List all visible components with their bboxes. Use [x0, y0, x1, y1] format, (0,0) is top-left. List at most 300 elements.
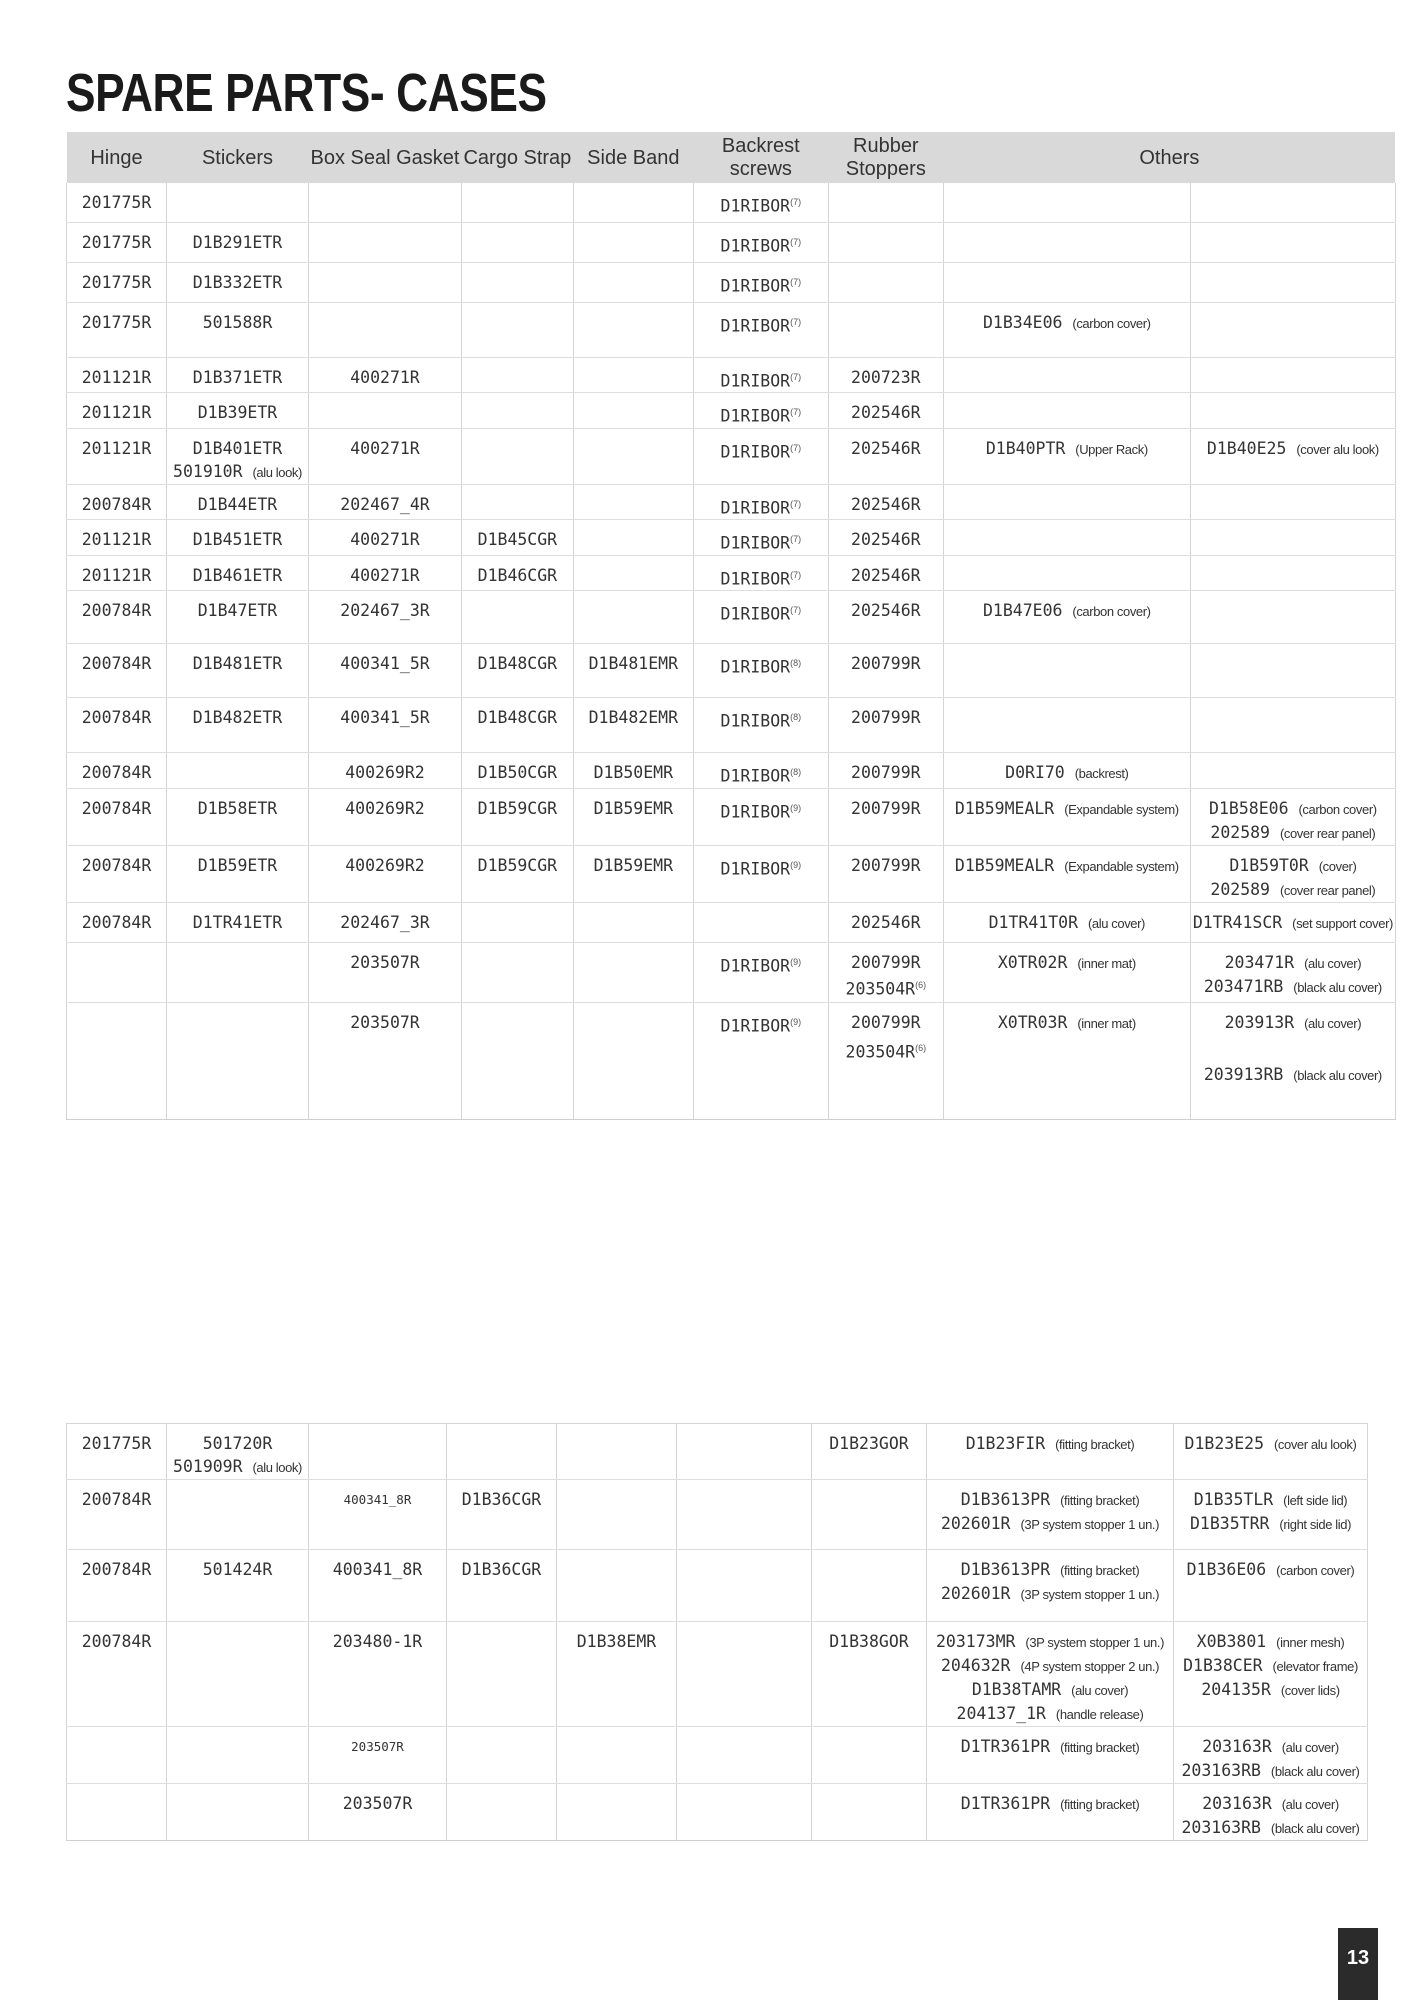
other-part-line [929, 1792, 1171, 1816]
other-part-code: 204137_1R [956, 1704, 1046, 1723]
sticker-alt-line [169, 460, 306, 484]
hinge-code: 201775R [81, 1434, 152, 1453]
cell-hinge [67, 1550, 167, 1622]
backrest-code: D1RIBOR [720, 1016, 791, 1035]
other-part-note: (inner mat) [1077, 1015, 1136, 1031]
rubber-code: 202546R [851, 438, 921, 458]
backrest-footnote: (9) [790, 802, 802, 813]
rubber-code: 200799R [851, 654, 921, 673]
other-part-line [946, 854, 1188, 878]
gasket-line [311, 1792, 444, 1815]
sticker-code: D1B481ETR [192, 654, 283, 673]
strap-code: D1B48CGR [477, 708, 558, 727]
gasket-code: 400341_8R [343, 1492, 412, 1507]
cell-stickers [167, 644, 309, 698]
cell-hinge [67, 845, 167, 902]
other-part-code: D1B40PTR [985, 438, 1066, 458]
gasket-code: 202467_4R [340, 494, 430, 514]
cell-box-seal-gasket [309, 1727, 447, 1784]
cell-box-seal-gasket [309, 902, 462, 942]
hinge-line [69, 528, 164, 551]
cell-others-2 [1190, 183, 1395, 222]
band-line [576, 854, 691, 877]
cell-rubber-stoppers [812, 1727, 927, 1784]
other-part-line [946, 437, 1188, 461]
backrest-code: D1RIBOR [720, 236, 791, 255]
rubber-alt-code: 203504R [845, 979, 916, 998]
other-part-note: (alu cover) [1281, 1740, 1339, 1755]
backrest-footnote: (7) [790, 276, 802, 287]
band-line [576, 761, 691, 784]
other-part-note: (cover alu look) [1296, 441, 1379, 457]
backrest-code: D1RIBOR [720, 406, 791, 426]
other-part-code: D1TR361PR [960, 1794, 1051, 1813]
gasket-code: 400341_5R [340, 654, 430, 673]
table-row [67, 183, 1396, 222]
gasket-code: 203507R [342, 1794, 413, 1813]
cell-backrest-screws [693, 484, 828, 520]
cell-cargo-strap [447, 1727, 557, 1784]
gasket-code: 400271R [350, 565, 420, 585]
other-part-line [929, 1488, 1171, 1512]
sticker-code: D1B451ETR [192, 530, 283, 549]
backrest-line [696, 599, 826, 626]
cell-box-seal-gasket [309, 555, 462, 591]
backrest-code: D1RIBOR [720, 371, 791, 390]
backrest-code: D1RIBOR [720, 316, 791, 335]
other-part-code: X0TR02R [997, 952, 1068, 972]
cell-hinge [67, 591, 167, 644]
rubber-code: D1B23GOR [829, 1434, 909, 1453]
cell-stickers [167, 788, 309, 845]
hinge-code: 200784R [81, 708, 152, 727]
cell-side-band [573, 698, 693, 753]
backrest-footnote: (7) [790, 605, 802, 615]
other-part-note: (inner mesh) [1276, 1635, 1345, 1650]
header-cargo-strap: Cargo Strap [461, 132, 573, 183]
cell-hinge [67, 393, 167, 429]
cell-backrest-screws [693, 753, 828, 789]
gasket-line [311, 564, 459, 587]
sticker-code: D1B58ETR [197, 798, 278, 818]
other-part-code: D1B23FIR [965, 1434, 1046, 1453]
cell-backrest-screws [693, 520, 828, 556]
rubber-code: 200799R [851, 763, 921, 782]
hinge-line [69, 401, 164, 424]
cell-cargo-strap [461, 555, 573, 591]
cell-cargo-strap [461, 520, 573, 556]
backrest-line [696, 311, 826, 338]
sticker-alt-note: (alu look) [252, 464, 302, 480]
band-code: D1B38EMR [576, 1632, 657, 1651]
cell-hinge [67, 262, 167, 302]
sticker-line [169, 271, 306, 294]
sticker-code: 501720R [202, 1434, 273, 1453]
cell-others-1 [943, 902, 1190, 942]
strap-line [464, 797, 571, 820]
cell-rubber-stoppers [812, 1784, 927, 1841]
sticker-line [169, 599, 306, 622]
cell-rubber-stoppers [828, 357, 943, 393]
rubber-line [831, 599, 941, 622]
other-part-note: (black alu cover) [1293, 979, 1382, 995]
cell-rubber-stoppers [828, 183, 943, 222]
rubber-code: 200799R [851, 798, 921, 818]
cell-side-band [573, 788, 693, 845]
other-part-code: D1TR41T0R [988, 912, 1079, 932]
table-row [67, 698, 1396, 753]
table-row [67, 222, 1396, 262]
strap-line [464, 528, 571, 551]
other-part-code: D1B47E06 [982, 601, 1063, 620]
cell-others-2 [1174, 1480, 1368, 1550]
cell-side-band [573, 183, 693, 222]
rubber-code: 200799R [851, 952, 921, 972]
other-part-line [1193, 1063, 1393, 1087]
other-part-code: 203471R [1224, 952, 1295, 972]
cell-cargo-strap [447, 1550, 557, 1622]
cell-others-1 [943, 302, 1190, 357]
band-line [576, 797, 691, 820]
cell-others-1 [943, 222, 1190, 262]
other-part-code: D1B3613PR [960, 1490, 1051, 1509]
table-row [67, 357, 1396, 393]
gasket-code: 400271R [350, 367, 420, 387]
hinge-code: 200784R [81, 494, 152, 514]
backrest-code: D1RIBOR [720, 533, 791, 553]
cell-stickers [167, 183, 309, 222]
other-part-code: 203163R [1202, 1794, 1272, 1813]
rubber-code: D1B38GOR [829, 1632, 909, 1651]
cell-box-seal-gasket [309, 753, 462, 789]
cell-others-1 [943, 788, 1190, 845]
other-part-note: (black alu cover) [1293, 1067, 1382, 1083]
hinge-code: 200784R [81, 763, 152, 782]
backrest-footnote: (7) [790, 197, 802, 207]
cell-rubber-stoppers [828, 942, 943, 1002]
hinge-line [69, 1488, 164, 1511]
rubber-line [831, 911, 941, 934]
cell-others-2 [1190, 555, 1395, 591]
hinge-code: 201121R [81, 530, 152, 549]
backrest-code: D1RIBOR [720, 498, 791, 517]
cell-cargo-strap [461, 183, 573, 222]
cell-others-1 [943, 428, 1190, 484]
cell-hinge [67, 1784, 167, 1841]
table-row [67, 302, 1396, 357]
hinge-code: 201775R [81, 312, 152, 332]
hinge-line [69, 493, 164, 516]
gasket-line [311, 797, 459, 820]
table-row [67, 788, 1396, 845]
backrest-line [696, 652, 826, 679]
cell-backrest-screws [677, 1622, 812, 1727]
backrest-code: D1RIBOR [720, 276, 791, 295]
cell-side-band [573, 902, 693, 942]
backrest-footnote: (7) [790, 407, 802, 417]
other-part-code: 204632R [940, 1656, 1011, 1675]
other-part-note: (4P system stopper 2 un.) [1020, 1659, 1160, 1674]
cell-others-2 [1190, 942, 1395, 1002]
table-row [67, 393, 1396, 429]
header-others: Others [943, 132, 1395, 183]
table-header-row [67, 132, 1396, 183]
other-part-line [946, 311, 1188, 335]
cell-hinge [67, 357, 167, 393]
cell-box-seal-gasket [309, 1550, 447, 1622]
gasket-line [311, 366, 459, 389]
cell-others-1 [943, 262, 1190, 302]
cell-others-2 [1174, 1622, 1368, 1727]
cell-hinge [67, 753, 167, 789]
backrest-footnote: (7) [790, 316, 802, 327]
cell-box-seal-gasket [309, 428, 462, 484]
cell-box-seal-gasket [309, 1784, 447, 1841]
cell-stickers [167, 1480, 309, 1550]
cell-side-band [557, 1727, 677, 1784]
other-part-note: (alu cover) [1087, 915, 1145, 931]
backrest-footnote: (7) [790, 442, 802, 453]
rubber-code: 202546R [851, 912, 921, 932]
rubber-line [814, 1432, 924, 1455]
hinge-code: 201121R [81, 438, 152, 458]
backrest-line [696, 191, 826, 218]
cell-stickers [167, 484, 309, 520]
rubber-line [831, 854, 941, 877]
sticker-code: D1B59ETR [197, 855, 278, 875]
cell-box-seal-gasket [309, 845, 462, 902]
gasket-line [311, 911, 459, 934]
other-part-code: 203471RB [1203, 976, 1284, 996]
backrest-footnote: (7) [790, 569, 802, 580]
cell-backrest-screws [693, 357, 828, 393]
strap-line [464, 706, 571, 729]
gasket-code: 203480-1R [332, 1632, 423, 1651]
cell-hinge [67, 1622, 167, 1727]
other-part-code: X0B3801 [1196, 1632, 1267, 1651]
table-row [67, 644, 1396, 698]
cell-cargo-strap [461, 644, 573, 698]
cell-cargo-strap [461, 591, 573, 644]
hinge-code: 200784R [81, 1560, 152, 1579]
other-part-line [929, 1630, 1171, 1654]
other-part-line [946, 761, 1188, 785]
cell-box-seal-gasket [309, 1622, 447, 1727]
cell-backrest-screws [693, 591, 828, 644]
gasket-line [311, 493, 459, 516]
other-part-code: 202589 [1210, 822, 1270, 842]
other-part-note: (Expandable system) [1064, 801, 1179, 817]
table-row [67, 1002, 1396, 1119]
other-part-line [1176, 1792, 1365, 1816]
other-part-note: (fitting bracket) [1060, 1797, 1140, 1812]
cell-others-2 [1190, 788, 1395, 845]
gasket-code: 203507R [351, 1739, 404, 1754]
other-part-code: D1B34E06 [982, 312, 1063, 332]
cell-box-seal-gasket [309, 393, 462, 429]
band-line [576, 706, 691, 729]
sticker-line [169, 437, 306, 460]
gasket-line [311, 1630, 444, 1653]
cell-side-band [573, 942, 693, 1002]
sticker-line [169, 366, 306, 389]
cell-others-2 [1174, 1550, 1368, 1622]
rubber-code: 200723R [851, 367, 921, 387]
hinge-code: 201775R [81, 193, 152, 212]
backrest-line [696, 437, 826, 464]
cell-hinge [67, 520, 167, 556]
cell-backrest-screws [693, 428, 828, 484]
sticker-code: 501588R [202, 312, 273, 332]
sticker-line [169, 911, 306, 934]
other-part-code: D1B38CER [1183, 1656, 1263, 1675]
hinge-line [69, 1630, 164, 1653]
other-part-line [1176, 1759, 1365, 1783]
table-row [67, 520, 1396, 556]
cell-backrest-screws [677, 1727, 812, 1784]
other-part-code: 202601R [940, 1584, 1011, 1603]
hinge-line [69, 854, 164, 877]
cell-cargo-strap [461, 942, 573, 1002]
rubber-line [831, 761, 941, 784]
cell-cargo-strap [461, 902, 573, 942]
cell-side-band [573, 428, 693, 484]
other-part-code: X0TR03R [997, 1012, 1068, 1032]
other-part-note: (alu cover) [1281, 1797, 1339, 1812]
gasket-code: 400271R [350, 530, 420, 549]
other-part-code: D1B59MEALR [954, 855, 1055, 875]
cell-others-1 [943, 555, 1190, 591]
other-part-note: (carbon cover) [1298, 801, 1377, 817]
cell-side-band [573, 484, 693, 520]
backrest-footnote: (8) [790, 767, 802, 777]
gasket-code: 400269R2 [345, 763, 425, 782]
other-part-note: (left side lid) [1283, 1493, 1348, 1508]
other-part-line [1176, 1512, 1365, 1536]
cell-cargo-strap [461, 1002, 573, 1119]
backrest-line [696, 271, 826, 298]
strap-code: D1B50CGR [477, 763, 558, 782]
cell-box-seal-gasket [309, 183, 462, 222]
cell-cargo-strap [461, 753, 573, 789]
other-part-note: (backrest) [1074, 766, 1129, 781]
band-code: D1B481EMR [588, 654, 679, 673]
rubber-code: 202546R [851, 530, 921, 549]
table-row [67, 1550, 1368, 1622]
other-part-line [946, 599, 1188, 623]
cell-rubber-stoppers [828, 591, 943, 644]
other-part-note: (Upper Rack) [1075, 441, 1148, 457]
other-part-code: D1B58E06 [1209, 798, 1289, 818]
cell-others-2 [1174, 1727, 1368, 1784]
rubber-line [831, 401, 941, 424]
cell-hinge [67, 428, 167, 484]
gasket-code: 400269R2 [345, 798, 425, 818]
cell-box-seal-gasket [309, 262, 462, 302]
sticker-line [169, 231, 306, 254]
rubber-line [831, 797, 941, 820]
hinge-line [69, 564, 164, 587]
other-part-note: (Expandable system) [1064, 858, 1179, 874]
backrest-code: D1RIBOR [720, 802, 791, 821]
cell-box-seal-gasket [309, 302, 462, 357]
other-part-line [1176, 1816, 1365, 1840]
strap-code: D1B59CGR [477, 855, 558, 875]
other-part-code: D1B40E25 [1206, 438, 1287, 458]
other-part-line [929, 1512, 1171, 1536]
cell-box-seal-gasket [309, 591, 462, 644]
cell-stickers [167, 1727, 309, 1784]
other-part-line [929, 1735, 1171, 1759]
other-part-note: (alu cover) [1071, 1683, 1129, 1698]
cell-rubber-stoppers [828, 788, 943, 845]
other-part-code: 203173MR [935, 1632, 1016, 1651]
cell-side-band [557, 1480, 677, 1550]
hinge-code: 200784R [81, 654, 152, 673]
backrest-line [696, 761, 826, 788]
gasket-code: 400271R [350, 438, 420, 458]
sticker-code: D1B401ETR [192, 438, 283, 458]
gasket-line [311, 761, 459, 784]
sticker-line [169, 706, 306, 729]
rubber-line [831, 706, 941, 729]
backrest-line [696, 564, 826, 591]
sticker-alt-note: (alu look) [252, 1460, 302, 1475]
gasket-code: 400341_8R [332, 1560, 423, 1579]
other-part-line [1176, 1678, 1365, 1702]
cell-rubber-stoppers [812, 1424, 927, 1480]
other-part-note: (black alu cover) [1270, 1821, 1360, 1836]
other-part-note: (cover alu look) [1273, 1437, 1357, 1452]
backrest-line [696, 493, 826, 520]
cell-hinge [67, 902, 167, 942]
gasket-line [311, 599, 459, 622]
gasket-line [311, 1011, 459, 1034]
cell-others-2 [1190, 357, 1395, 393]
strap-code: D1B59CGR [477, 798, 558, 818]
cell-backrest-screws [693, 183, 828, 222]
sticker-line [169, 493, 306, 516]
backrest-line [696, 706, 826, 733]
cell-cargo-strap [461, 302, 573, 357]
other-part-note: (fitting bracket) [1055, 1437, 1135, 1452]
table-row [67, 753, 1396, 789]
strap-line [449, 1488, 554, 1511]
hinge-line [69, 366, 164, 389]
other-part-note: (carbon cover) [1276, 1563, 1355, 1578]
other-part-line [1193, 951, 1393, 975]
rubber-alt-line [831, 1037, 941, 1064]
cell-others-1 [943, 357, 1190, 393]
gasket-line [311, 1488, 444, 1511]
cell-others-1 [927, 1784, 1174, 1841]
cell-backrest-screws [693, 788, 828, 845]
cell-rubber-stoppers [828, 262, 943, 302]
cell-side-band [557, 1424, 677, 1480]
strap-line [449, 1558, 554, 1581]
spare-parts-table-secondary [66, 1423, 1368, 1841]
cell-backrest-screws [693, 942, 828, 1002]
hinge-code: 201775R [81, 272, 152, 292]
other-part-note: (handle release) [1055, 1707, 1144, 1722]
rubber-line [831, 528, 941, 551]
hinge-line [69, 311, 164, 334]
cell-cargo-strap [447, 1784, 557, 1841]
cell-cargo-strap [461, 845, 573, 902]
backrest-footnote: (8) [790, 712, 802, 722]
rubber-alt-code: 203504R [845, 1042, 916, 1061]
gasket-line [311, 1735, 444, 1758]
